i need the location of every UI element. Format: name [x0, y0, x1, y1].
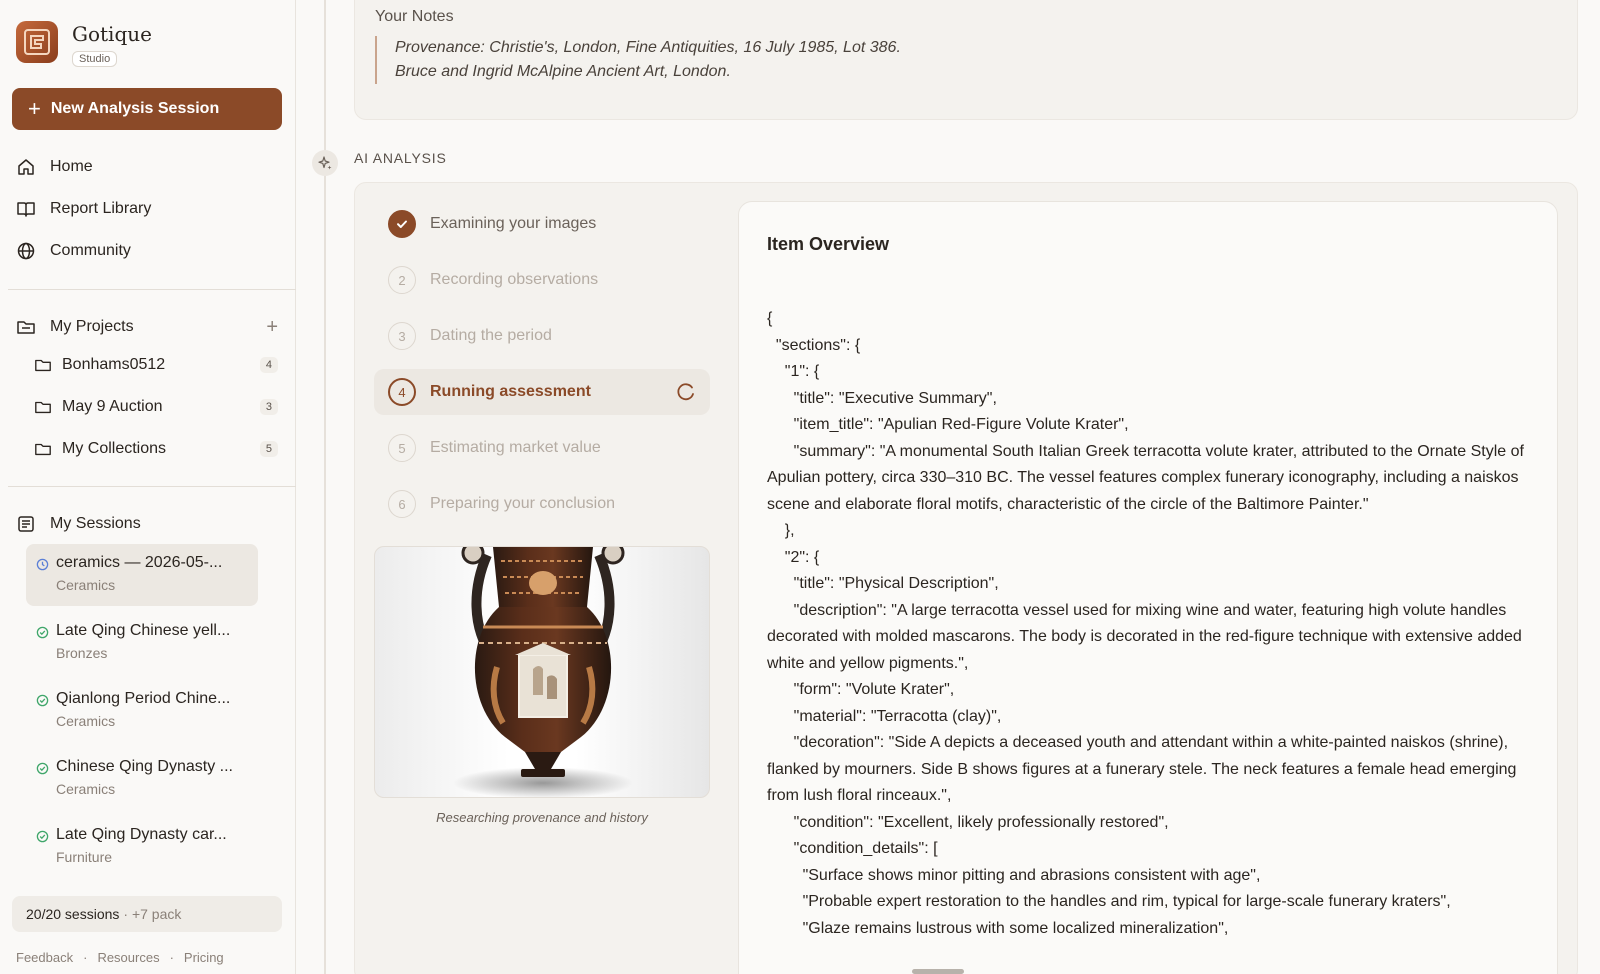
plus-icon: + — [28, 96, 41, 121]
check-circle-icon — [36, 694, 49, 707]
step-number: 5 — [388, 434, 416, 462]
notes-quote — [375, 36, 901, 84]
brand-badge: Studio — [72, 51, 117, 67]
session-item[interactable] — [26, 816, 258, 878]
project-count-badge: 3 — [260, 399, 278, 415]
nav-report-library-label: Report Library — [50, 200, 152, 217]
brand-logo-icon — [23, 28, 51, 56]
analysis-step — [374, 481, 710, 527]
folder-icon — [34, 356, 52, 374]
footer-separator: · — [83, 950, 88, 965]
new-analysis-session-button[interactable] — [12, 88, 282, 130]
session-title: Chinese Qing Dynasty ... — [56, 758, 233, 775]
resources-link[interactable]: Resources — [97, 950, 160, 965]
book-icon — [16, 199, 36, 219]
timeline-line — [324, 0, 326, 974]
add-project-icon[interactable]: + — [266, 315, 278, 338]
session-usage-meter[interactable] — [12, 896, 282, 932]
session-item[interactable] — [26, 680, 258, 742]
check-circle-icon — [36, 626, 49, 639]
my-sessions-header[interactable] — [16, 509, 278, 539]
project-label: Bonhams0512 — [62, 356, 166, 373]
krater-vase-image — [375, 547, 710, 798]
brand-name: Gotique — [72, 22, 152, 46]
sessions-list-icon — [16, 514, 36, 534]
session-item[interactable] — [26, 748, 258, 810]
project-count-badge: 5 — [260, 441, 278, 457]
notes-line: Provenance: Christie's, London, Fine Antiquities, 16 July 1985, Lot 386. — [395, 39, 901, 56]
item-preview-image[interactable] — [374, 546, 710, 798]
brand-logo[interactable] — [16, 21, 58, 63]
sidebar-divider — [8, 486, 296, 487]
check-circle-icon — [36, 830, 49, 843]
loading-spinner-icon — [676, 382, 696, 402]
my-projects-title: My Projects — [50, 318, 134, 335]
my-sessions-title: My Sessions — [50, 515, 141, 532]
project-item[interactable] — [34, 392, 278, 422]
session-title: ceramics — 2026-05-... — [56, 554, 223, 571]
notes-label: Your Notes — [375, 8, 454, 25]
footer-links — [16, 950, 224, 965]
clock-icon — [36, 558, 49, 571]
project-item[interactable] — [34, 434, 278, 464]
folder-icon — [34, 440, 52, 458]
notes-line: Bruce and Ingrid McAlpine Ancient Art, London. — [395, 63, 731, 80]
analysis-json-output: { "sections": { "1": { "title": "Executive Summary", "item_title": "Apulian Red-Figure Volute Krater", "summary": "A monumental South Italian Greek terracotta volute krater, attributed to the Ornate Style of Apulian pottery, circa 330–310 BC. The vessel features complex funerary iconography, including a naiskos scene and elaborate floral motifs, characteristic of the circle of the Baltimore Painter." }, "2": { "title": "Physical Description", "description": "A large terracotta vessel used for mixing wine and water, featuring high volute handles decorated with molded mascarons. The body is decorated in the red-figure technique with extensive added white and yellow pigments.", "form": "Volute Krater", "material": "Terracotta (clay)", "decoration": "Side A depicts a deceased youth and attendant within a white-painted naiskos (shrine), flanked by mourners. Side B shows figures at a funerary stele. The neck features a female head emerging from lush floral rinceaux.", "condition": "Excellent, likely professionally restored", "condition_details": [ "Surface shows minor pitting and abrasions consistent with age", "Probable expert restoration to the handles and rim, typical for large-scale funerary kraters", "Glaze remains lustrous with some localized mineralization", — [767, 310, 1524, 937]
new-analysis-session-label: New Analysis Session — [50, 100, 220, 117]
step-label: Preparing your conclusion — [430, 495, 615, 512]
analysis-step-active — [374, 369, 710, 415]
step-label: Examining your images — [430, 215, 597, 232]
nav-community[interactable] — [16, 236, 131, 266]
analysis-step — [374, 257, 710, 303]
pricing-link[interactable]: Pricing — [183, 950, 224, 965]
check-circle-icon — [36, 762, 49, 775]
nav-home[interactable] — [16, 152, 93, 182]
step-label: Dating the period — [430, 327, 552, 344]
sidebar — [0, 0, 296, 974]
step-number: 4 — [388, 378, 416, 406]
session-title: Qianlong Period Chine... — [56, 690, 231, 707]
home-icon — [16, 157, 36, 177]
my-projects-header[interactable] — [16, 312, 278, 342]
usage-count: 20/20 sessions — [26, 906, 120, 922]
project-label: May 9 Auction — [62, 398, 163, 415]
globe-icon — [16, 241, 36, 261]
sparkle-icon — [312, 150, 338, 176]
your-notes-card — [354, 0, 1578, 120]
session-category: Ceramics — [56, 577, 116, 593]
session-title: Late Qing Chinese yell... — [56, 622, 231, 639]
sidebar-divider — [8, 289, 296, 290]
step-label: Estimating market value — [430, 439, 601, 456]
folder-icon — [34, 398, 52, 416]
step-complete-check-icon — [388, 210, 416, 238]
session-category: Bronzes — [56, 645, 108, 661]
session-category: Ceramics — [56, 713, 116, 729]
step-number: 3 — [388, 322, 416, 350]
project-label: My Collections — [62, 440, 167, 457]
analysis-step — [374, 313, 710, 359]
nav-home-label: Home — [50, 158, 93, 175]
step-label: Recording observations — [430, 271, 599, 288]
scroll-handle[interactable] — [912, 969, 964, 974]
project-count-badge: 4 — [260, 357, 278, 373]
feedback-link[interactable]: Feedback — [16, 950, 74, 965]
step-number: 6 — [388, 490, 416, 518]
project-item[interactable] — [34, 350, 278, 380]
nav-report-library[interactable] — [16, 194, 151, 224]
step-label: Running assessment — [430, 383, 591, 400]
step-number: 2 — [388, 266, 416, 294]
analysis-step — [374, 425, 710, 471]
session-item[interactable] — [26, 612, 258, 674]
session-category: Ceramics — [56, 781, 116, 797]
usage-pack: · +7 pack — [123, 906, 182, 922]
preview-caption: Researching provenance and history — [436, 810, 648, 825]
session-item[interactable] — [26, 544, 258, 606]
folder-library-icon — [16, 317, 36, 337]
item-overview-panel — [738, 201, 1558, 974]
nav-community-label: Community — [50, 242, 131, 259]
analysis-step — [374, 201, 710, 247]
footer-separator: · — [169, 950, 174, 965]
session-title: Late Qing Dynasty car... — [56, 826, 227, 843]
session-category: Furniture — [56, 849, 113, 865]
item-overview-title: Item Overview — [767, 234, 890, 254]
ai-analysis-label: AI ANALYSIS — [354, 150, 447, 166]
